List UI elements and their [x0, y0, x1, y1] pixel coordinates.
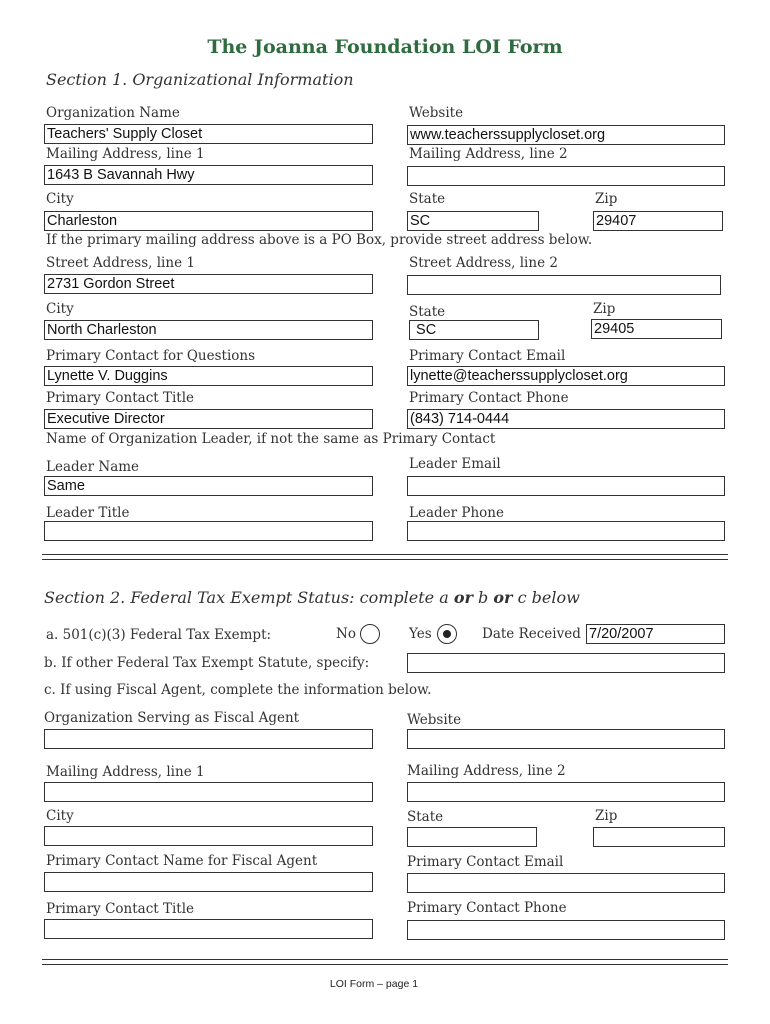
contact-title-label: Primary Contact Title [46, 390, 195, 406]
footer-divider [42, 964, 728, 965]
fa-phone-field[interactable] [407, 920, 725, 940]
city2-field[interactable]: North Charleston [44, 320, 373, 340]
contact-title-field[interactable]: Executive Director [44, 409, 373, 429]
state-label: State [409, 191, 446, 207]
page-title: The Joanna Foundation LOI Form [207, 36, 563, 58]
fa-title-label: Primary Contact Title [46, 901, 195, 917]
zip2-label: Zip [593, 301, 616, 317]
fa-contact-field[interactable] [44, 872, 373, 892]
leader-note: Name of Organization Leader, if not the same as Primary Contact [46, 431, 496, 447]
website-field[interactable]: www.teacherssupplycloset.org [407, 125, 725, 145]
contact-phone-label: Primary Contact Phone [409, 390, 569, 406]
section1-heading: Section 1. Organizational Information [46, 70, 354, 89]
leader-name-field[interactable]: Same [44, 476, 373, 496]
zip2-field[interactable]: 29405 [591, 319, 722, 339]
fa-mail2-label: Mailing Address, line 2 [407, 763, 566, 779]
yes-label: Yes [409, 626, 432, 642]
po-box-note: If the primary mailing address above is a PO Box, provide street address below. [46, 232, 593, 248]
fa-email-label: Primary Contact Email [407, 854, 564, 870]
fa-mail2-field[interactable] [407, 782, 725, 802]
section-divider [42, 559, 728, 560]
fa-title-field[interactable] [44, 919, 373, 939]
state2-field[interactable]: SC [409, 320, 539, 340]
fa-email-field[interactable] [407, 873, 725, 893]
fa-phone-label: Primary Contact Phone [407, 900, 567, 916]
org-name-label: Organization Name [46, 105, 180, 121]
leader-phone-label: Leader Phone [409, 505, 504, 521]
fa-zip-field[interactable] [593, 827, 725, 847]
fa-city-label: City [46, 808, 74, 824]
website-label: Website [409, 105, 464, 121]
date-received-label: Date Received [482, 626, 581, 642]
fa-state-field[interactable] [407, 827, 537, 847]
street1-label: Street Address, line 1 [46, 255, 195, 271]
fiscal-agent-note: c. If using Fiscal Agent, complete the information below. [44, 682, 432, 698]
mail2-label: Mailing Address, line 2 [409, 146, 568, 162]
other-statute-label: b. If other Federal Tax Exempt Statute, specify: [44, 655, 370, 671]
fa-org-label: Organization Serving as Fiscal Agent [44, 710, 300, 726]
state-field[interactable]: SC [407, 211, 539, 231]
fa-website-field[interactable] [407, 729, 725, 749]
no-label: No [336, 626, 356, 642]
leader-email-label: Leader Email [409, 456, 501, 472]
leader-email-field[interactable] [407, 476, 725, 496]
fa-zip-label: Zip [595, 808, 618, 824]
mail1-field[interactable]: 1643 B Savannah Hwy [44, 165, 373, 185]
street1-field[interactable]: 2731 Gordon Street [44, 274, 373, 294]
leader-title-label: Leader Title [46, 505, 130, 521]
fa-city-field[interactable] [44, 826, 373, 846]
zip-field[interactable]: 29407 [593, 211, 723, 231]
leader-title-field[interactable] [44, 521, 373, 541]
footer-divider [42, 959, 728, 960]
yes-radio[interactable] [437, 624, 457, 644]
fa-mail1-label: Mailing Address, line 1 [46, 764, 205, 780]
mail1-label: Mailing Address, line 1 [46, 146, 205, 162]
contact-email-label: Primary Contact Email [409, 348, 566, 364]
fa-mail1-field[interactable] [44, 782, 373, 802]
contact-email-field[interactable]: lynette@teacherssupplycloset.org [407, 366, 725, 386]
contact-phone-field[interactable]: (843) 714-0444 [407, 409, 725, 429]
page-footer: LOI Form – page 1 [329, 978, 419, 990]
zip-label: Zip [595, 191, 618, 207]
fa-state-label: State [407, 809, 444, 825]
leader-phone-field[interactable] [407, 521, 725, 541]
tax-exempt-label: a. 501(c)(3) Federal Tax Exempt: [46, 627, 272, 643]
city2-label: City [46, 301, 74, 317]
city-field[interactable]: Charleston [44, 211, 373, 231]
org-name-field[interactable]: Teachers' Supply Closet [44, 124, 373, 144]
street2-label: Street Address, line 2 [409, 255, 558, 271]
fa-org-field[interactable] [44, 729, 373, 749]
date-received-field[interactable]: 7/20/2007 [586, 624, 725, 644]
no-radio[interactable] [360, 624, 380, 644]
street2-field[interactable] [407, 275, 721, 295]
contact-field[interactable]: Lynette V. Duggins [44, 366, 373, 386]
city-label: City [46, 191, 74, 207]
section2-heading: Section 2. Federal Tax Exempt Status: complete a or b or c below [44, 588, 580, 607]
state2-label: State [409, 304, 446, 320]
other-statute-field[interactable] [407, 653, 725, 673]
section-divider [42, 554, 728, 555]
fa-website-label: Website [407, 712, 462, 728]
fa-contact-label: Primary Contact Name for Fiscal Agent [46, 853, 318, 869]
leader-name-label: Leader Name [46, 459, 140, 475]
mail2-field[interactable] [407, 166, 725, 186]
radio-selected-dot [443, 630, 451, 638]
contact-label: Primary Contact for Questions [46, 348, 256, 364]
